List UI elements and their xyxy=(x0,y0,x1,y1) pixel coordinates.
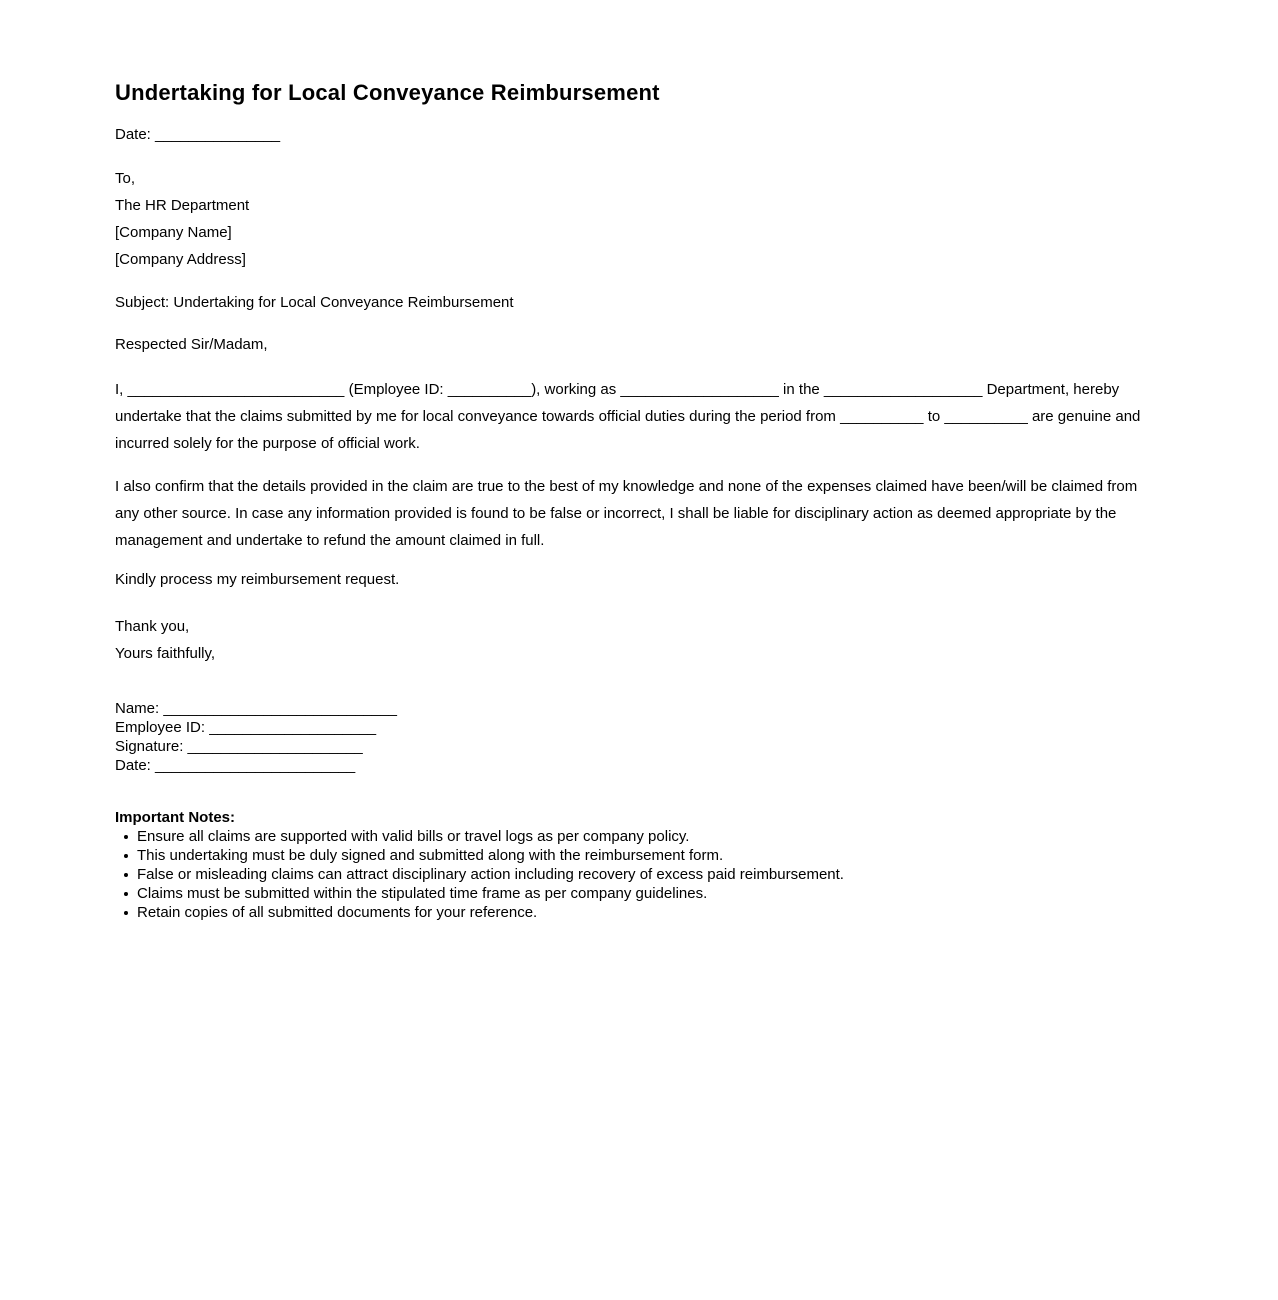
undertaking-paragraph: I, __________________________ (Employee ID: __________), working as ___________________ in the ___________________ Department, hereby undertake that the claims submitted by me for local conveyance towards official duties during the period from __________ to __________ are genuine and incurred solely for the purpose of official work. xyxy=(115,381,1141,452)
note-item-retain-copies: Retain copies of all submitted documents for your reference. xyxy=(115,903,1155,922)
recipient-block xyxy=(115,165,1155,273)
closing-block xyxy=(115,613,1155,667)
signature-block xyxy=(115,699,1155,775)
recipient-line-company-name: [Company Name] xyxy=(115,224,232,241)
closing-thank-you: Thank you, xyxy=(115,618,190,635)
signature-field-employee-id: Employee ID: ____________________ xyxy=(115,719,377,736)
signature-field-date: Date: ________________________ xyxy=(115,757,356,774)
note-item-time-frame: Claims must be submitted within the stipulated time frame as per company guidelines. xyxy=(115,884,1155,903)
confirmation-paragraph: I also confirm that the details provided in the claim are true to the best of my knowledge and none of the expenses claimed have been/will be claimed from any other source. In case any information provided is found to be false or incorrect, I shall be liable for disciplinary action as deemed appropriate by the management and undertake to refund the amount claimed in full. xyxy=(115,478,1138,549)
recipient-line-department: The HR Department xyxy=(115,197,250,214)
important-notes-heading: Important Notes: xyxy=(115,809,235,826)
greeting-line: Respected Sir/Madam, xyxy=(115,336,268,353)
recipient-salutation: To, xyxy=(115,170,136,187)
recipient-line-company-address: [Company Address] xyxy=(115,251,246,268)
note-item-valid-bills: Ensure all claims are supported with valid bills or travel logs as per company policy. xyxy=(115,827,1155,846)
request-paragraph: Kindly process my reimbursement request. xyxy=(115,571,400,588)
note-item-duly-signed: This undertaking must be duly signed and submitted along with the reimbursement form. xyxy=(115,846,1155,865)
important-notes-section xyxy=(115,808,1155,922)
signature-field-name: Name: ____________________________ xyxy=(115,700,397,717)
date-blank-line: Date: _______________ xyxy=(115,126,281,143)
document-title: Undertaking for Local Conveyance Reimbursement xyxy=(115,80,660,105)
document-page xyxy=(115,0,1155,922)
signature-field-signature: Signature: _____________________ xyxy=(115,738,363,755)
note-item-false-claims: False or misleading claims can attract disciplinary action including recovery of excess paid reimbursement. xyxy=(115,865,1155,884)
important-notes-list xyxy=(115,827,1155,922)
closing-yours-faithfully: Yours faithfully, xyxy=(115,645,216,662)
subject-line: Subject: Undertaking for Local Conveyance Reimbursement xyxy=(115,294,514,311)
